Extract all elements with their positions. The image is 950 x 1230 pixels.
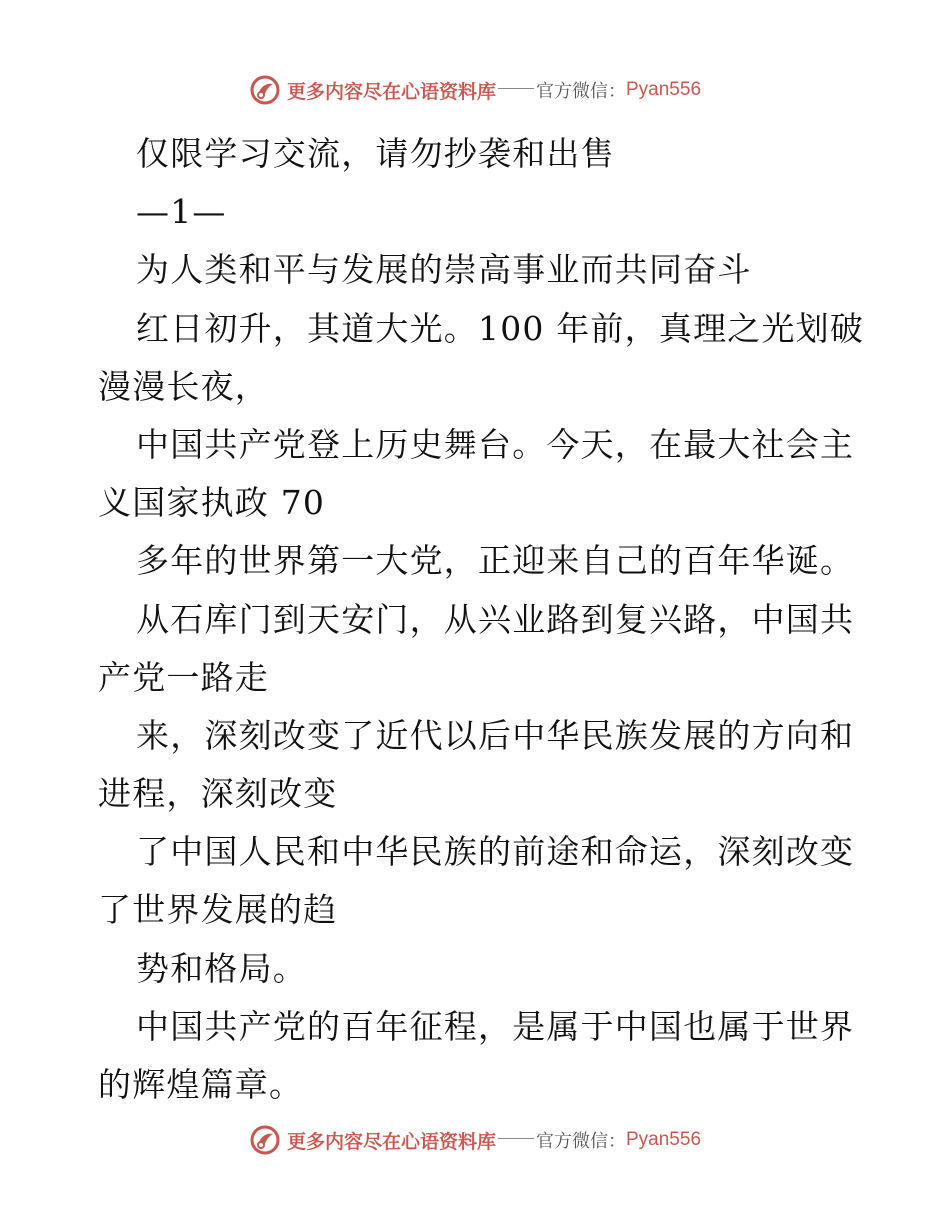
banner-wechat-id: Pyan556 bbox=[626, 79, 702, 100]
body-line: 仅限学习交流，请勿抄袭和出售 bbox=[136, 134, 615, 173]
body-line: 漫漫长夜， bbox=[98, 366, 269, 406]
banner-promo-text: 更多内容尽在心语资料库 bbox=[286, 80, 496, 103]
document-title: 为人类和平与发展的崇高事业而共同奋斗 bbox=[136, 250, 752, 290]
swirl-logo-icon bbox=[249, 74, 281, 106]
swirl-logo-icon bbox=[249, 1124, 281, 1156]
banner-divider bbox=[498, 88, 534, 89]
document-body bbox=[98, 125, 898, 1114]
banner-divider bbox=[498, 1138, 534, 1139]
body-line: 多年的世界第一大党，正迎来自己的百年华诞。 bbox=[136, 541, 855, 581]
body-line: 势和格局。 bbox=[136, 948, 307, 988]
page-number: —1— bbox=[136, 192, 227, 232]
body-line: 义国家执政 70 bbox=[98, 483, 326, 523]
banner-promo-text: 更多内容尽在心语资料库 bbox=[286, 1130, 496, 1153]
body-line: 了中国人民和中华民族的前途和命运，深刻改变 bbox=[136, 832, 855, 872]
footer-watermark-banner bbox=[0, 1120, 950, 1160]
banner-wechat-label: 官方微信： bbox=[536, 81, 626, 102]
body-line: 产党一路走 bbox=[98, 657, 269, 697]
body-line: 来，深刻改变了近代以后中华民族发展的方向和 bbox=[136, 715, 855, 755]
banner-wechat-id: Pyan556 bbox=[626, 1129, 702, 1150]
body-line: 从石库门到天安门，从兴业路到复兴路，中国共 bbox=[136, 599, 855, 639]
body-line: 进程，深刻改变 bbox=[98, 774, 338, 814]
body-line: 的辉煌篇章。 bbox=[98, 1065, 304, 1104]
body-line: 中国共产党的百年征程，是属于中国也属于世界 bbox=[136, 1006, 855, 1046]
body-line: 红日初升，其道大光。100 年前，真理之光划破 bbox=[136, 308, 865, 348]
header-watermark-banner bbox=[0, 70, 950, 110]
banner-wechat-label: 官方微信： bbox=[536, 1131, 626, 1152]
body-line: 了世界发展的趋 bbox=[98, 890, 338, 930]
body-line: 中国共产党登上历史舞台。今天，在最大社会主 bbox=[136, 424, 855, 464]
